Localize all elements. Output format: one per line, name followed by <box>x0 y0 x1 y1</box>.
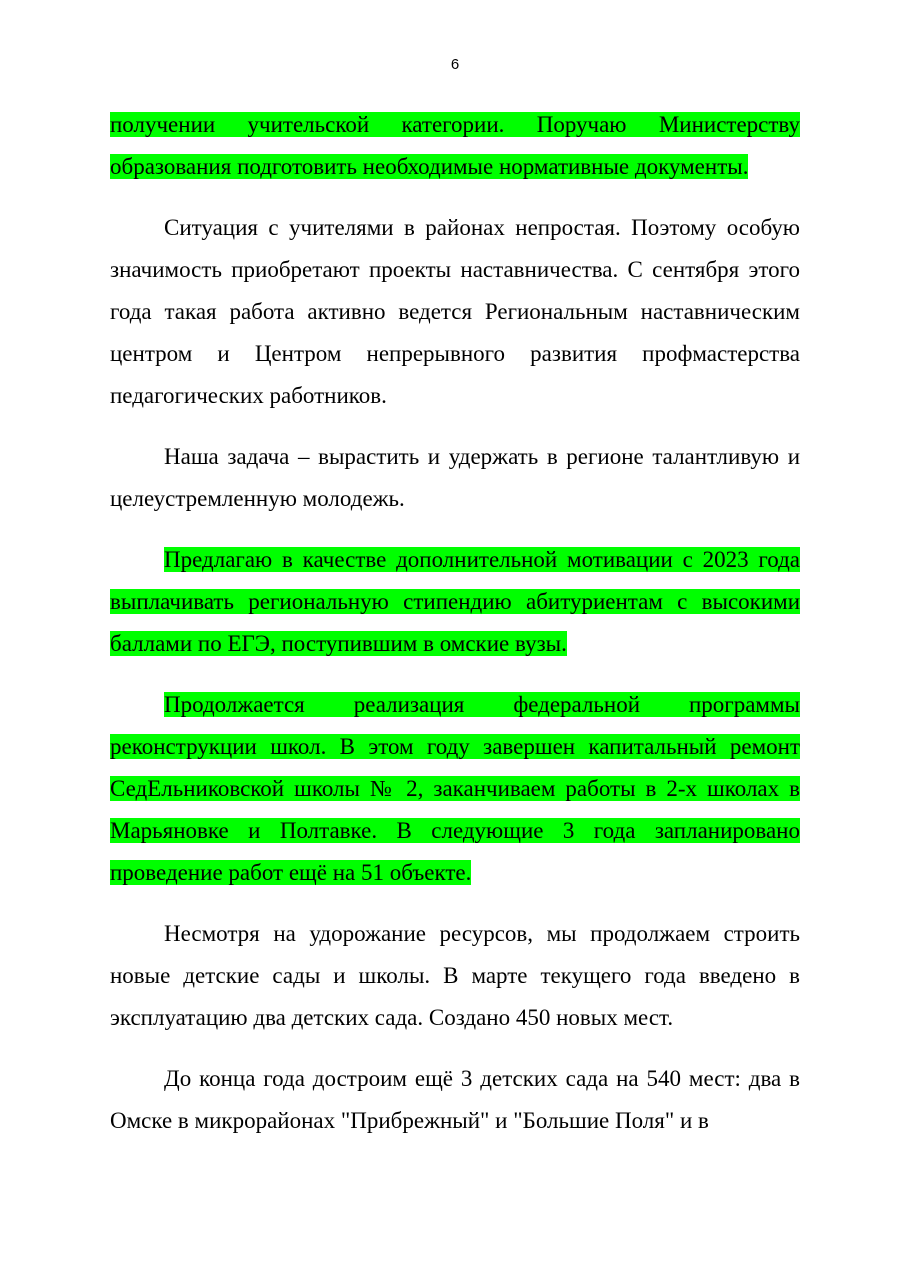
paragraph-kindergarten-construction: До конца года достроим ещё 3 детских сада на 540 мест: два в Омске в микрорайонах "Прибрежный" и "Большие Поля" и в <box>110 1066 800 1133</box>
paragraph-youth-task: Наша задача – вырастить и удержать в регионе талантливую и целеустремленную молодежь. <box>110 444 800 511</box>
paragraph-new-kindergartens: Несмотря на удорожание ресурсов, мы продолжаем строить новые детские сады и школы. В марте текущего года введено в эксплуатацию два детских сада. Создано 450 новых мест. <box>110 921 800 1030</box>
paragraph-teacher-category <box>110 104 800 188</box>
page-number: 6 <box>450 56 460 73</box>
highlighted-text: Предлагаю в качестве дополнительной мотивации с 2023 года выплачивать региональную стипендию абитуриентам с высокими баллами по ЕГЭ, поступившим в омские вузы. <box>110 547 800 656</box>
highlighted-text: Продолжается реализация федеральной программы реконструкции школ. В этом году завершен капитальный ремонт СедЕльниковской школы № 2, заканчиваем работы в 2-х школах в Марьяновке и Полтавке. В следующие 3 года запланировано проведение работ ещё на 51 объекте. <box>110 692 800 885</box>
highlighted-text: получении учительской категории. Поручаю Министерству образования подготовить необходимые нормативные документы. <box>110 112 800 179</box>
paragraph-school-reconstruction <box>110 684 800 894</box>
paragraph-mentoring: Ситуация с учителями в районах непростая. Поэтому особую значимость приобретают проекты наставничества. С сентября этого года такая работа активно ведется Региональным наставническим центром и Центром непрерывного развития профмастерства педагогических работников. <box>110 215 800 408</box>
paragraph-scholarship <box>110 539 800 665</box>
document-body <box>110 104 800 1161</box>
